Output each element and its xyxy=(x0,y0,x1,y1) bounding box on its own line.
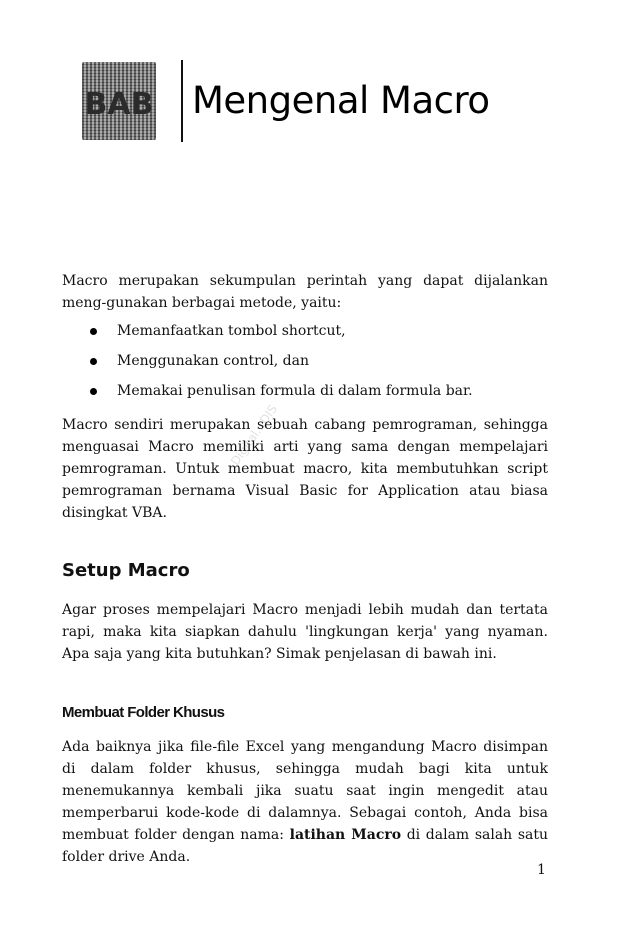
folder-text-start: Ada baiknya jika file-file Excel yang mengandung Macro disimpan di dalam folder khusus, sehingga mudah bagi kita untuk menemukannya kembali jika suatu saat ingin mengedit atau memperbarui kode-kode di dalamnya. Sebagai contoh, Anda bisa membuat folder dengan nama: xyxy=(62,739,548,843)
subsection-heading-folder: Membuat Folder Khusus xyxy=(62,704,225,721)
list-item xyxy=(62,380,548,410)
bullet-icon xyxy=(90,388,97,395)
setup-paragraph: Agar proses mempelajari Macro menjadi lebih mudah dan tertata rapi, maka kita siapkan dahulu 'lingkungan kerja' yang nyaman. Apa saja yang kita butuhkan? Simak penjelasan di bawah ini. xyxy=(62,602,548,662)
bullet-icon xyxy=(90,358,97,365)
macro-definition-paragraph: Macro sendiri merupakan sebuah cabang pemrograman, sehingga menguasai Macro memiliki arti yang sama dengan mempelajari pemrograman. Untuk membuat macro, kita membutuhkan script pemrograman bernama Visual Basic for Application atau biasa disingkat VBA. xyxy=(62,417,548,521)
intro-paragraph: Macro merupakan sekumpulan perintah yang dapat dijalankan meng-gunakan berbagai metode, yaitu: xyxy=(62,273,548,311)
chapter-title: Mengenal Macro xyxy=(192,79,490,122)
folder-text-end: di dalam salah satu folder drive Anda. xyxy=(62,827,548,865)
list-item xyxy=(62,350,548,380)
bullet-icon xyxy=(90,328,97,335)
folder-paragraph xyxy=(62,736,548,868)
chapter-logo xyxy=(82,62,156,140)
list-item-text: Memanfaatkan tombol shortcut, xyxy=(117,323,346,339)
list-item-text: Memakai penulisan formula di dalam formula bar. xyxy=(117,383,473,399)
list-item xyxy=(62,320,548,350)
watermark: Digital...DIS xyxy=(228,402,281,469)
title-divider xyxy=(181,60,183,142)
method-list xyxy=(62,320,548,410)
list-item-text: Menggunakan control, dan xyxy=(117,353,309,369)
logo-text: BAB xyxy=(84,87,154,122)
section-heading-setup: Setup Macro xyxy=(62,560,190,581)
folder-name-bold: latihan Macro xyxy=(289,827,402,843)
bab-logo-icon xyxy=(82,62,156,140)
page-number: 1 xyxy=(537,862,546,878)
